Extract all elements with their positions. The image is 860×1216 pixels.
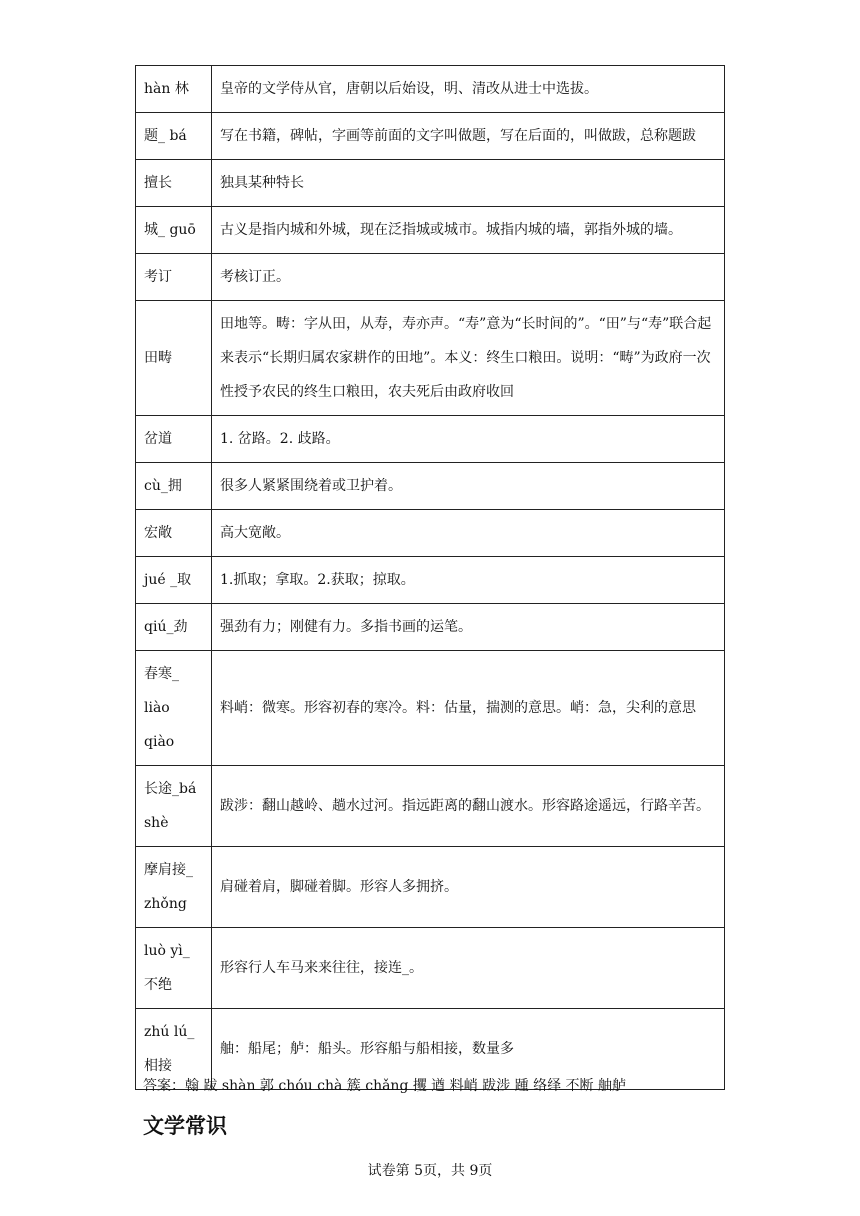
table-row xyxy=(136,766,725,847)
definition-cell: 料峭：微寒。形容初春的寒冷。料：估量，揣测的意思。峭：急，尖利的意思 xyxy=(212,651,725,766)
table-row xyxy=(136,207,725,254)
definition-cell: 1. 岔路。2. 歧路。 xyxy=(212,416,725,463)
definition-cell: 古义是指内城和外城，现在泛指城或城市。城指内城的墙，郭指外城的墙。 xyxy=(212,207,725,254)
table-row xyxy=(136,301,725,416)
table-row xyxy=(136,557,725,604)
table-row xyxy=(136,416,725,463)
table-row xyxy=(136,66,725,113)
term-cell: cù_拥 xyxy=(136,463,212,510)
table-row xyxy=(136,847,725,928)
table-row xyxy=(136,928,725,1009)
term-cell: zhú lú_相接 xyxy=(136,1009,212,1090)
definition-cell: 高大宽敞。 xyxy=(212,510,725,557)
term-cell: qiú_劲 xyxy=(136,604,212,651)
term-cell: 宏敞 xyxy=(136,510,212,557)
definition-cell: 1.抓取；拿取。2.获取；掠取。 xyxy=(212,557,725,604)
definition-cell: 形容行人车马来来往往，接连_。 xyxy=(212,928,725,1009)
definition-cell: 田地等。畴：字从田，从寿，寿亦声。“寿”意为“长时间的”。“田”与“寿”联合起来表示“长期归属农家耕作的田地”。本义：终生口粮田。说明：“畴”为政府一次性授予农民的终生口粮田，农夫死后由政府收回 xyxy=(212,301,725,416)
term-cell: 擅长 xyxy=(136,160,212,207)
table-row xyxy=(136,510,725,557)
page-footer: 试卷第 5页，共 9页 xyxy=(367,1163,493,1179)
definition-cell: 写在书籍，碑帖，字画等前面的文字叫做题，写在后面的，叫做跋，总称题跋 xyxy=(212,113,725,160)
definition-cell: 考核订正。 xyxy=(212,254,725,301)
term-cell: jué _取 xyxy=(136,557,212,604)
table-row xyxy=(136,463,725,510)
definition-cell: 很多人紧紧围绕着或卫护着。 xyxy=(212,463,725,510)
definition-cell: 皇帝的文学侍从官，唐朝以后始设，明、清改从进士中选拔。 xyxy=(212,66,725,113)
definition-cell: 舳：船尾；舻：船头。形容船与船相接，数量多 xyxy=(212,1009,725,1090)
definition-cell: 肩碰着肩，脚碰着脚。形容人多拥挤。 xyxy=(212,847,725,928)
term-cell: 田畴 xyxy=(136,301,212,416)
definition-cell: 强劲有力；刚健有力。多指书画的运笔。 xyxy=(212,604,725,651)
table-row xyxy=(136,254,725,301)
definition-cell: 独具某种特长 xyxy=(212,160,725,207)
term-cell: 摩肩接_ zhǒng xyxy=(136,847,212,928)
vocab-table xyxy=(135,65,725,1090)
section-title: 文学常识 xyxy=(143,1114,227,1138)
term-cell: 题_ bá xyxy=(136,113,212,160)
answer-line: 答案：翰 跋 shàn 郭 chóu chà 簇 chǎng 攫 遒 料峭 跋涉 踵 络绎 不断 舳舻 xyxy=(143,1078,627,1094)
term-cell: 岔道 xyxy=(136,416,212,463)
table-row xyxy=(136,604,725,651)
table-row xyxy=(136,160,725,207)
term-cell: luò yì_不绝 xyxy=(136,928,212,1009)
table-row xyxy=(136,651,725,766)
term-cell: 长途_bá shè xyxy=(136,766,212,847)
definition-cell: 跋涉：翻山越岭、趟水过河。指远距离的翻山渡水。形容路途遥远，行路辛苦。 xyxy=(212,766,725,847)
term-cell: 春寒_ liào qiào xyxy=(136,651,212,766)
term-cell: 考订 xyxy=(136,254,212,301)
table-row xyxy=(136,113,725,160)
term-cell: hàn 林 xyxy=(136,66,212,113)
term-cell: 城_ guō xyxy=(136,207,212,254)
